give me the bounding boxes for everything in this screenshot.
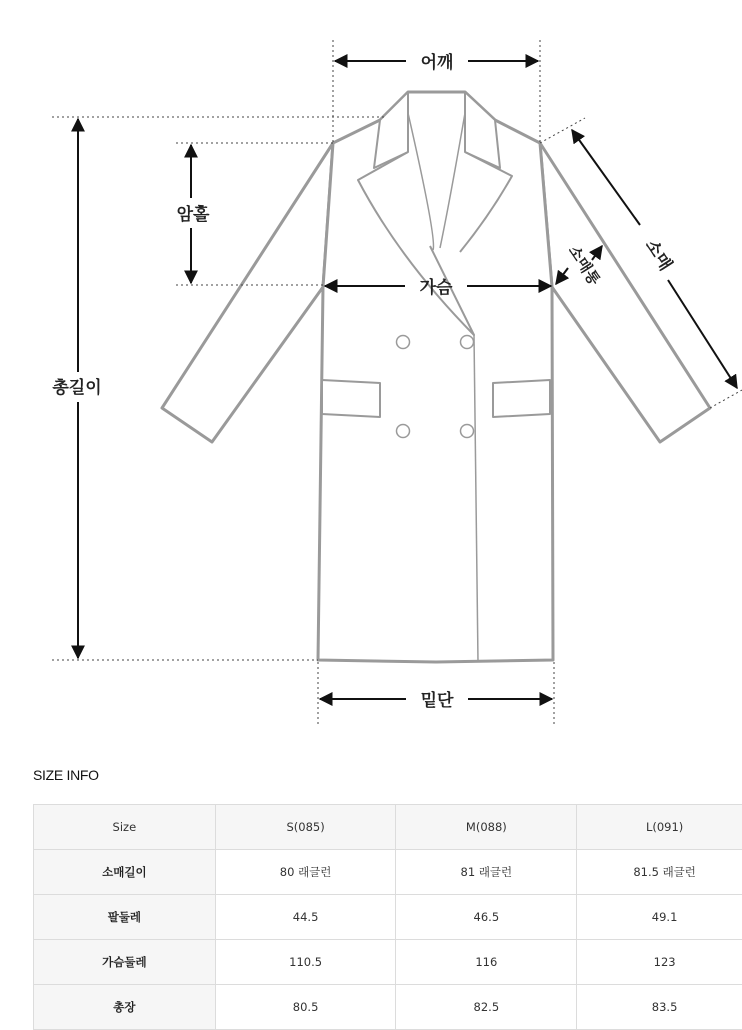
- right-sleeve: [540, 143, 710, 442]
- hem-label: 밑단: [421, 690, 454, 711]
- total-length-label: 총길이: [52, 377, 101, 398]
- size-table: [33, 804, 742, 1030]
- coat-illustration: [162, 92, 710, 662]
- table-cell: 80 래글런: [215, 850, 396, 895]
- left-pocket: [322, 380, 380, 417]
- row-label: 가슴둘레: [34, 940, 216, 985]
- header-l: L(091): [577, 805, 742, 850]
- table-cell: 82.5: [396, 985, 577, 1030]
- table-cell: 110.5: [215, 940, 396, 985]
- table-header-row: [34, 805, 742, 850]
- table-cell: 80.5: [215, 985, 396, 1030]
- table-cell: 49.1: [577, 895, 742, 940]
- table-cell: 46.5: [396, 895, 577, 940]
- size-info-title: SIZE INFO: [33, 767, 99, 783]
- right-pocket: [493, 380, 550, 417]
- row-label: 팔둘레: [34, 895, 216, 940]
- table-cell: 83.5: [577, 985, 742, 1030]
- coat-body: [318, 92, 553, 662]
- button: [397, 425, 410, 438]
- table-cell: 81.5 래글런: [577, 850, 742, 895]
- header-m: M(088): [396, 805, 577, 850]
- table-cell: 116: [396, 940, 577, 985]
- table-row: [34, 895, 742, 940]
- table-cell: 123: [577, 940, 742, 985]
- header-size: Size: [34, 805, 216, 850]
- row-label: 총장: [34, 985, 216, 1030]
- shoulder-label: 어깨: [421, 52, 454, 73]
- table-row: [34, 985, 742, 1030]
- header-s: S(085): [215, 805, 396, 850]
- button: [397, 336, 410, 349]
- button: [461, 425, 474, 438]
- sleeve-width-label: 소매통: [565, 242, 604, 289]
- row-label: 소매길이: [34, 850, 216, 895]
- left-sleeve: [162, 143, 333, 442]
- table-cell: 81 래글런: [396, 850, 577, 895]
- chest-label: 가슴: [420, 277, 453, 298]
- table-row: [34, 850, 742, 895]
- table-row: [34, 940, 742, 985]
- table-cell: 44.5: [215, 895, 396, 940]
- sleeve-label: 소매: [641, 236, 677, 275]
- button: [461, 336, 474, 349]
- armhole-label: 암홀: [177, 204, 210, 225]
